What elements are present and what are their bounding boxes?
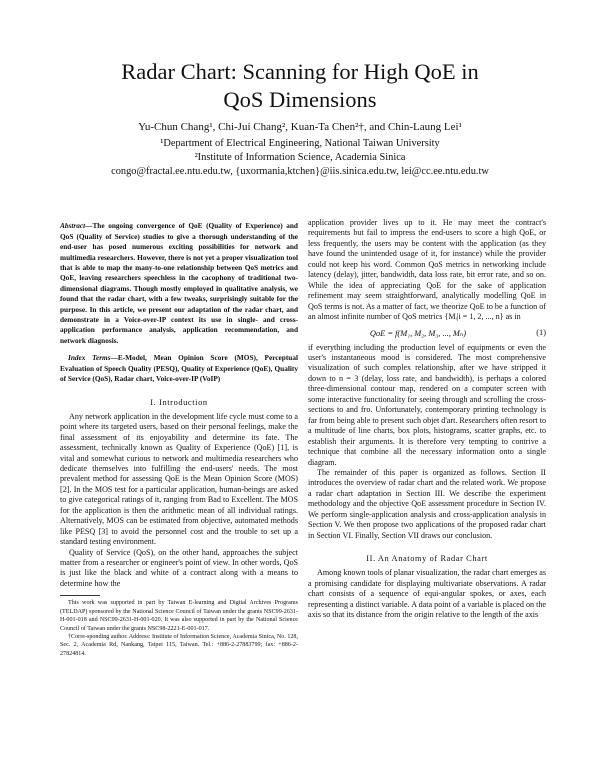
affiliation-sinica: ²Institute of Information Science, Academia Sinica — [194, 152, 406, 163]
index-terms-text: —E-Model, Mean Opinion Score (MOS), Perceptual Evaluation of Speech Quality (PESQ), Quality of Experience (QoE), Quality of Service (QoS), Radar chart, Voice-over-IP (VoIP) — [60, 353, 299, 384]
equation-number: (1) — [536, 328, 546, 338]
footnote-corresponding-author: †Corre-sponding author. Address: Institute of Information Science, Academia Sinica, No. 128, Sec. 2, Academia Rd, Nankang, Taipei 115, Taiwan. Tel.: +886-2-27883799; fax: +886-2-27824814. — [60, 634, 298, 657]
footnote-funding: This work was supported in part by Taiwan E-learning and Digital Archives Programs (TELDAP) sponsored by the National Science Council of Taiwan under the grants NSC99-2631-H-001-018 and NSC99-2631-H-001-020. It was also supported in part by the National Science Council of Taiwan under the grants NSC98-2221-E-001-017. — [60, 600, 298, 632]
abstract — [60, 221, 298, 346]
author-list: Yu-Chun Chang¹, Chi-Jui Chang², Kuan-Ta Chen²†, and Chin-Laung Lei¹ — [138, 121, 462, 133]
body-paragraph-visualization: if everything including the production level of equipments or even the user's instantaneous mood is considered. The most comprehensive visualization of such complex relationship, after we have stripped it down to n = 3 (delay, loss rate, and bandwidth), is perhaps a colored three-dimensional contour map, rendered on a computer screen with some interactive functionality for seeing through and scrolling the cross-sections to and fro. Unfortunately, contemporary printing technology is far from being able to present such objet d'art. Researchers often resort to a multitude of line charts, box plots, histograms, scatter graphs, etc. to establish their arguments. It is therefore very tempting to contrive a technique that combine all the necessary information onto a single diagram. — [308, 342, 546, 467]
intro-paragraph-1: Any network application in the development life cycle must come to a point where its targeted users, based on their personal feelings, make the final assessment of its enjoyability and determine its fate. The assessment, technically known as Quality of Experience (QoE) [1], is vital and somewhat curious to network and multimedia researchers who dedicate themselves into fulfilling the end-users' needs. The most prevalent method for assessing QoE is the Mean Opinion Score (MOS) [2]. In the MOS test for a particular application, human-beings are asked to give categorical ratings of it, ranging from Bad to Excellent. The MOS for the application is then the arithmetic mean of all individual ratings. Alternatively, MOS can be estimated from objective, automated methods like PESQ [3] to avoid the personnel cost and the trouble to set up a standard testing environment. — [60, 411, 298, 547]
left-column — [60, 214, 298, 658]
affiliation-ntu: ¹Department of Electrical Engineering, National Taiwan University — [160, 138, 440, 149]
equation-text: QoE = f(M₁, M₂, M₃, ..., Mₙ) — [369, 328, 467, 338]
section-heading-anatomy: II. An Anatomy of Radar Chart — [366, 554, 488, 564]
title-line-1: Radar Chart: Scanning for High QoE in — [121, 59, 479, 84]
affiliations — [40, 137, 560, 179]
body-paragraph-organization: The remainder of this paper is organized as follows. Section II introduces the overview of radar chart and the related work. We propose a radar chart adaptation in Section III. We describe the experiment methodology and the objective QoE assessment procedure in Section IV. We perform single-application analysis and cross-application analysis in Section V. We then propose two applications of the proposed radar chart in Section VI. Finally, Section VII draws our conclusion. — [308, 467, 546, 540]
index-terms — [60, 353, 298, 384]
index-terms-label: Index Terms — [68, 353, 111, 363]
body-paragraph-qos: application provider lives up to it. He may meet the contract's requirements but fail to impress the end-users to score a high QoE, or less frequently, the users may be content with the application (as they have found the unintended usage of it, for instance) while the provider could not keep his word. Common QoS metrics in networking include latency (delay), jitter, bandwidth, data loss rate, bit error rate, and so on. While the idea of appreciating QoE for the sake of application refinement may seem straightforward, analytically modelling QoE in QoS terms is not. As a matter of fact, we theorize QoE to be a function of an almost infinite number of QoS metrics {Mᵢ|i = 1, 2, ..., n} as in — [308, 218, 546, 322]
abstract-label: Abstract — [60, 221, 86, 231]
author-emails: congo@fractal.ee.ntu.edu.tw, {uxormania,ktchen}@iis.sinica.edu.tw, lei@cc.ee.ntu.edu.tw — [111, 166, 489, 177]
paper-title — [40, 58, 560, 114]
title-line-2: QoS Dimensions — [223, 87, 377, 112]
section-heading-introduction: I. Introduction — [150, 397, 208, 407]
abstract-text: —The ongoing convergence of QoE (Quality of Experience) and QoS (Quality of Service) studies to give a thorough understanding of the end-user has posed numerous exciting possibilities for network and multimedia researchers. However, there is not yet a proper visualization tool that is able to map the many-to-one relationship between QoS metrics and QoE, leaving researchers speechless in the cacophony of traditional two-dimensional diagrams. Though mostly employed in qualitative analysis, we found that the radar chart, with a few tweaks, surprisingly suitable for the purpose. In this article, we present our adaptation of the radar chart, and demonstrate in a Voice-over-IP context its use in single- and cross-application performance analysis, application recommendation, and network diagnosis. — [60, 221, 298, 345]
intro-paragraph-2: Quality of Service (QoS), on the other hand, approaches the subject matter from a researcher or engineer's point of view. In other words, QoS is just like the black and white of a contract along with a means to determine how the — [60, 547, 298, 588]
body-paragraph-radar-chart: Among known tools of planar visualization, the radar chart emerges as a promising candidate for displaying multivariate observations. A radar chart consists of a sequence of equi-angular spokes, or axes, each representing a distinct variable. A data point of a variable is placed on the axis so that its distance from the origin relative to the length of the axis — [308, 568, 546, 619]
equation-1 — [308, 328, 546, 338]
footnote-rule — [60, 595, 100, 596]
right-column — [308, 218, 546, 620]
